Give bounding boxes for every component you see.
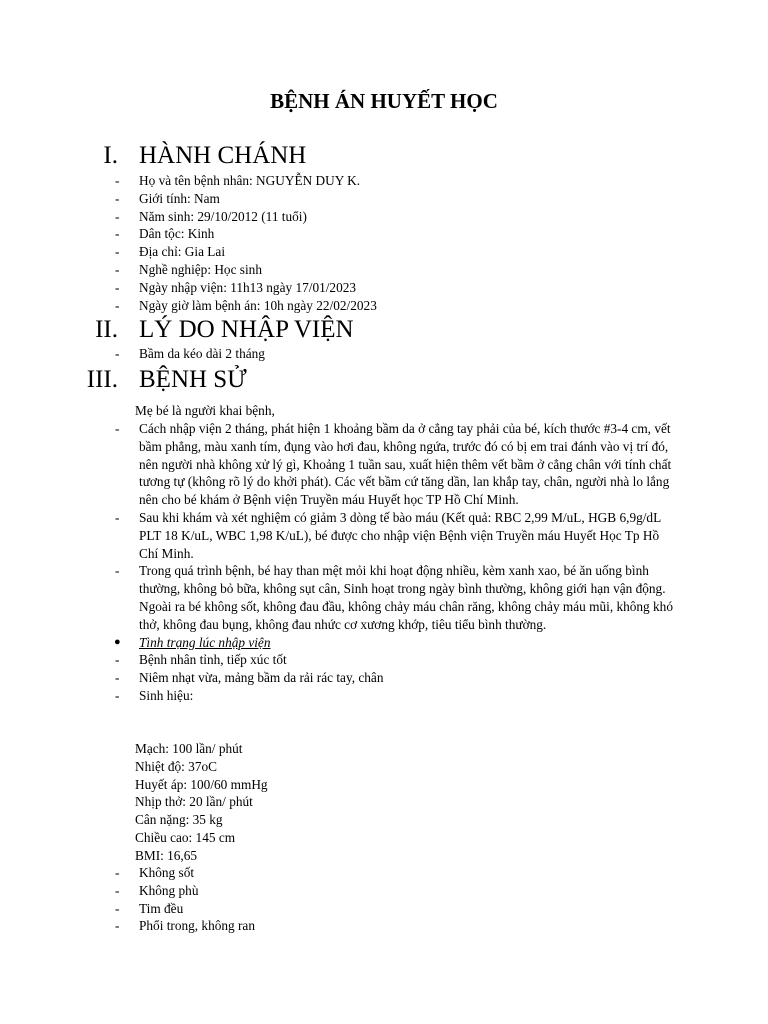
list-item: - Không sốt bbox=[115, 865, 195, 880]
status-subheading: ● Tình trạng lúc nhập viện bbox=[114, 634, 271, 650]
section-number: II. bbox=[95, 316, 118, 343]
list-item: - Không phù bbox=[115, 882, 199, 898]
list-item: - Sinh hiệu: bbox=[115, 687, 194, 703]
history-intro: Mẹ bé là người khai bệnh, bbox=[135, 403, 275, 418]
list-item: - Tim đều bbox=[115, 900, 184, 916]
list-item: - Ngày giờ làm bệnh án: 10h ngày 22/02/2023 bbox=[115, 297, 377, 313]
list-item: - Bầm da kéo dài 2 tháng bbox=[115, 346, 265, 361]
history-list bbox=[0, 420, 768, 705]
vital-item: Chiều cao: 145 cm bbox=[135, 829, 236, 845]
list-item: - Nghề nghiệp: Học sinh bbox=[115, 261, 262, 277]
list-item: - Cách nhập viện 2 tháng, phát hiện 1 khoảng bầm da ở cẳng tay phải của bé, kích thước #3-4 cm, vết bầm phẳng, màu xanh tím, đụng vào hơi đau, không ngứa, trước đó có bị em trai đánh vào vị trí đó, nên người nhà không xử lý gì, Khoảng 1 tuần sau, xuất hiện thêm vết bầm ở cẳng chân với tính chất tương tự (không rõ lý do khởi phát). Các vết bầm cứ tăng dần, lan khắp tay, chân, người nhà lo lắng nên cho bé khám ở Bệnh viện Truyền máu Huyết học TP Hồ Chí Minh. bbox=[115, 421, 672, 508]
list-item: - Niêm nhạt vừa, mảng bầm da rải rác tay, chân bbox=[115, 670, 384, 686]
list-item: - Trong quá trình bệnh, bé hay than mệt mỏi khi hoạt động nhiều, kèm xanh xao, bé ăn uống bình thường, không bỏ bữa, không sụt cân, Sinh hoạt trong ngày bình thường, không giới hạn vận động. Ngoài ra bé không sốt, không đau đầu, không chảy máu chân răng, không chảy máu mũi, không khó thở, không đau bụng, không đau nhức cơ xương khớp, tiêu tiểu bình thường. bbox=[115, 563, 673, 632]
vital-item: Nhịp thở: 20 lần/ phút bbox=[135, 794, 253, 810]
exam-list bbox=[0, 864, 768, 935]
list-item: - Năm sinh: 29/10/2012 (11 tuổi) bbox=[115, 208, 307, 224]
vitals-list bbox=[135, 740, 268, 865]
vital-item: Huyết áp: 100/60 mmHg bbox=[135, 776, 268, 792]
vital-item: Cân nặng: 35 kg bbox=[135, 812, 223, 828]
document-title: BỆNH ÁN HUYẾT HỌC bbox=[270, 89, 498, 113]
list-item: - Giới tính: Nam bbox=[115, 190, 220, 206]
administrative-list bbox=[0, 172, 768, 314]
list-item: - Họ và tên bệnh nhân: NGUYỄN DUY K. bbox=[115, 173, 361, 188]
section-number: III. bbox=[86, 366, 118, 393]
section-number: I. bbox=[103, 142, 118, 169]
list-item: - Địa chỉ: Gia Lai bbox=[115, 244, 226, 260]
vital-item: Mạch: 100 lần/ phút bbox=[135, 741, 243, 756]
vital-item: BMI: 16,65 bbox=[135, 847, 198, 863]
list-item: - Ngày nhập viện: 11h13 ngày 17/01/2023 bbox=[115, 279, 357, 295]
list-item: - Bệnh nhân tỉnh, tiếp xúc tốt bbox=[115, 652, 287, 668]
section-title: LÝ DO NHẬP VIỆN bbox=[139, 316, 354, 343]
list-item: - Dân tộc: Kinh bbox=[115, 226, 215, 242]
list-item: - Phổi trong, không ran bbox=[115, 918, 255, 934]
section-title: BỆNH SỬ bbox=[139, 366, 247, 393]
reason-list bbox=[0, 345, 768, 363]
list-item: - Sau khi khám và xét nghiệm có giảm 3 dòng tế bào máu (Kết quả: RBC 2,99 M/uL, HGB 6,9g/dL PLT 18 K/uL, WBC 1,98 K/uL), bé được cho nhập viện Bệnh viện Truyền máu Huyết Học Tp Hồ Chí Minh. bbox=[115, 509, 661, 561]
section-title: HÀNH CHÁNH bbox=[139, 142, 307, 169]
vital-item: Nhiệt độ: 37oC bbox=[135, 758, 217, 774]
